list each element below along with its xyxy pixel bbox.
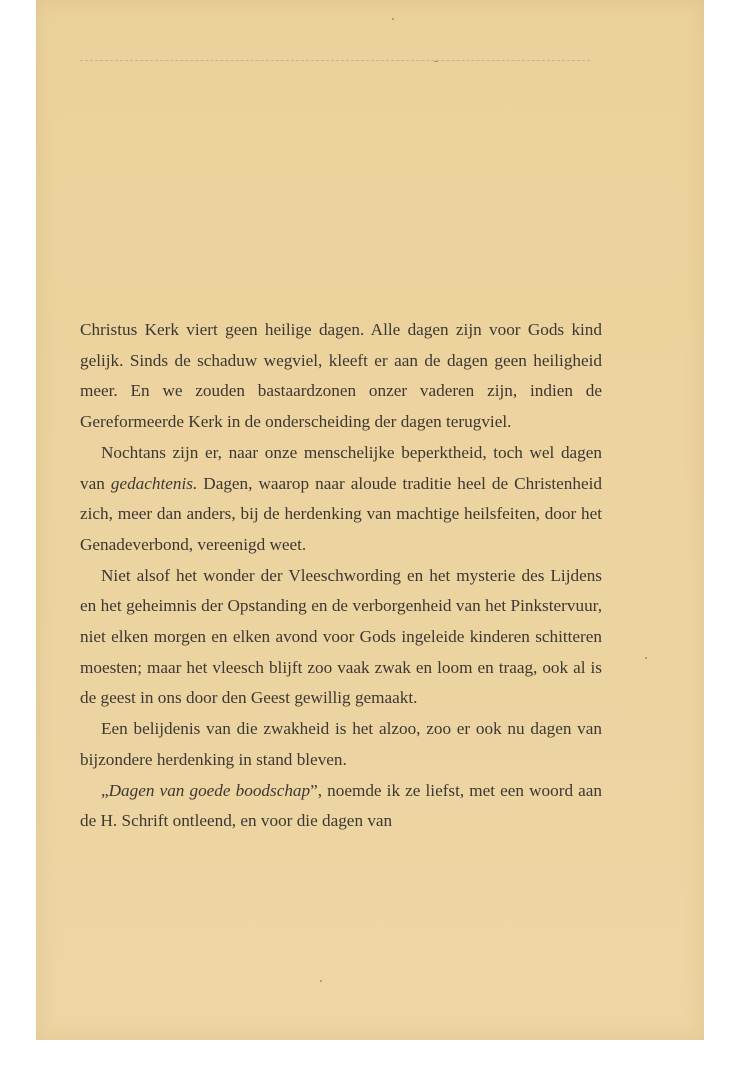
text-run: Christus Kerk viert geen heilige dagen. Alle dagen zijn voor Gods kind gelijk. Sinds de schaduw wegviel, kleeft er aan de dagen geen heiligheid meer. En we zouden bastaardzonen onzer vaderen zijn, indien de Gereformeerde Kerk in de onderscheiding der dagen terugviel. [80, 320, 602, 432]
body-text [80, 315, 602, 837]
ink-speck [320, 980, 322, 982]
text-run: Nochtans zijn er, naar onze menschelijke beperktheid, toch wel dagen van [80, 442, 602, 493]
italic-term: gedachtenis. [110, 473, 198, 493]
paragraph-4 [80, 714, 602, 775]
text-run: Een belijdenis van die zwakheid is het alzoo, zoo er ook nu dagen van bijzondere herdenking in stand bleven. [80, 719, 602, 769]
ink-speck [392, 18, 394, 20]
ink-speck [645, 657, 647, 659]
paragraph-1 [80, 315, 602, 438]
paragraph-5 [80, 776, 602, 837]
faint-header-rule [80, 60, 590, 61]
italic-phrase: Dagen van goede boodschap [108, 780, 311, 800]
text-run: Dagen, waarop naar aloude traditie heel de Christenheid zich, meer dan anders, bij de herdenking van machtige heilsfeiten, door het Genadeverbond, vereenigd weet. [80, 473, 602, 554]
text-run: Niet alsof het wonder der Vleeschwording en het mysterie des Lijdens en het geheimnis der Opstanding en de verborgenheid van het Pinkstervuur, niet elken morgen en elken avond voor Gods ingeleide kinderen schitteren moesten; maar het vleesch blijft zoo vaak zwak en loom en traag, ook al is de geest in ons door den Geest gewillig gemaakt. [80, 565, 602, 708]
paragraph-2 [80, 438, 602, 561]
opening-quote: „ [101, 780, 109, 800]
ink-speck [434, 61, 438, 62]
paragraph-3 [80, 561, 602, 715]
text-run: ”, noemde ik ze liefst, met een woord aan de H. Schrift ontleend, en voor die dagen van [80, 780, 603, 831]
